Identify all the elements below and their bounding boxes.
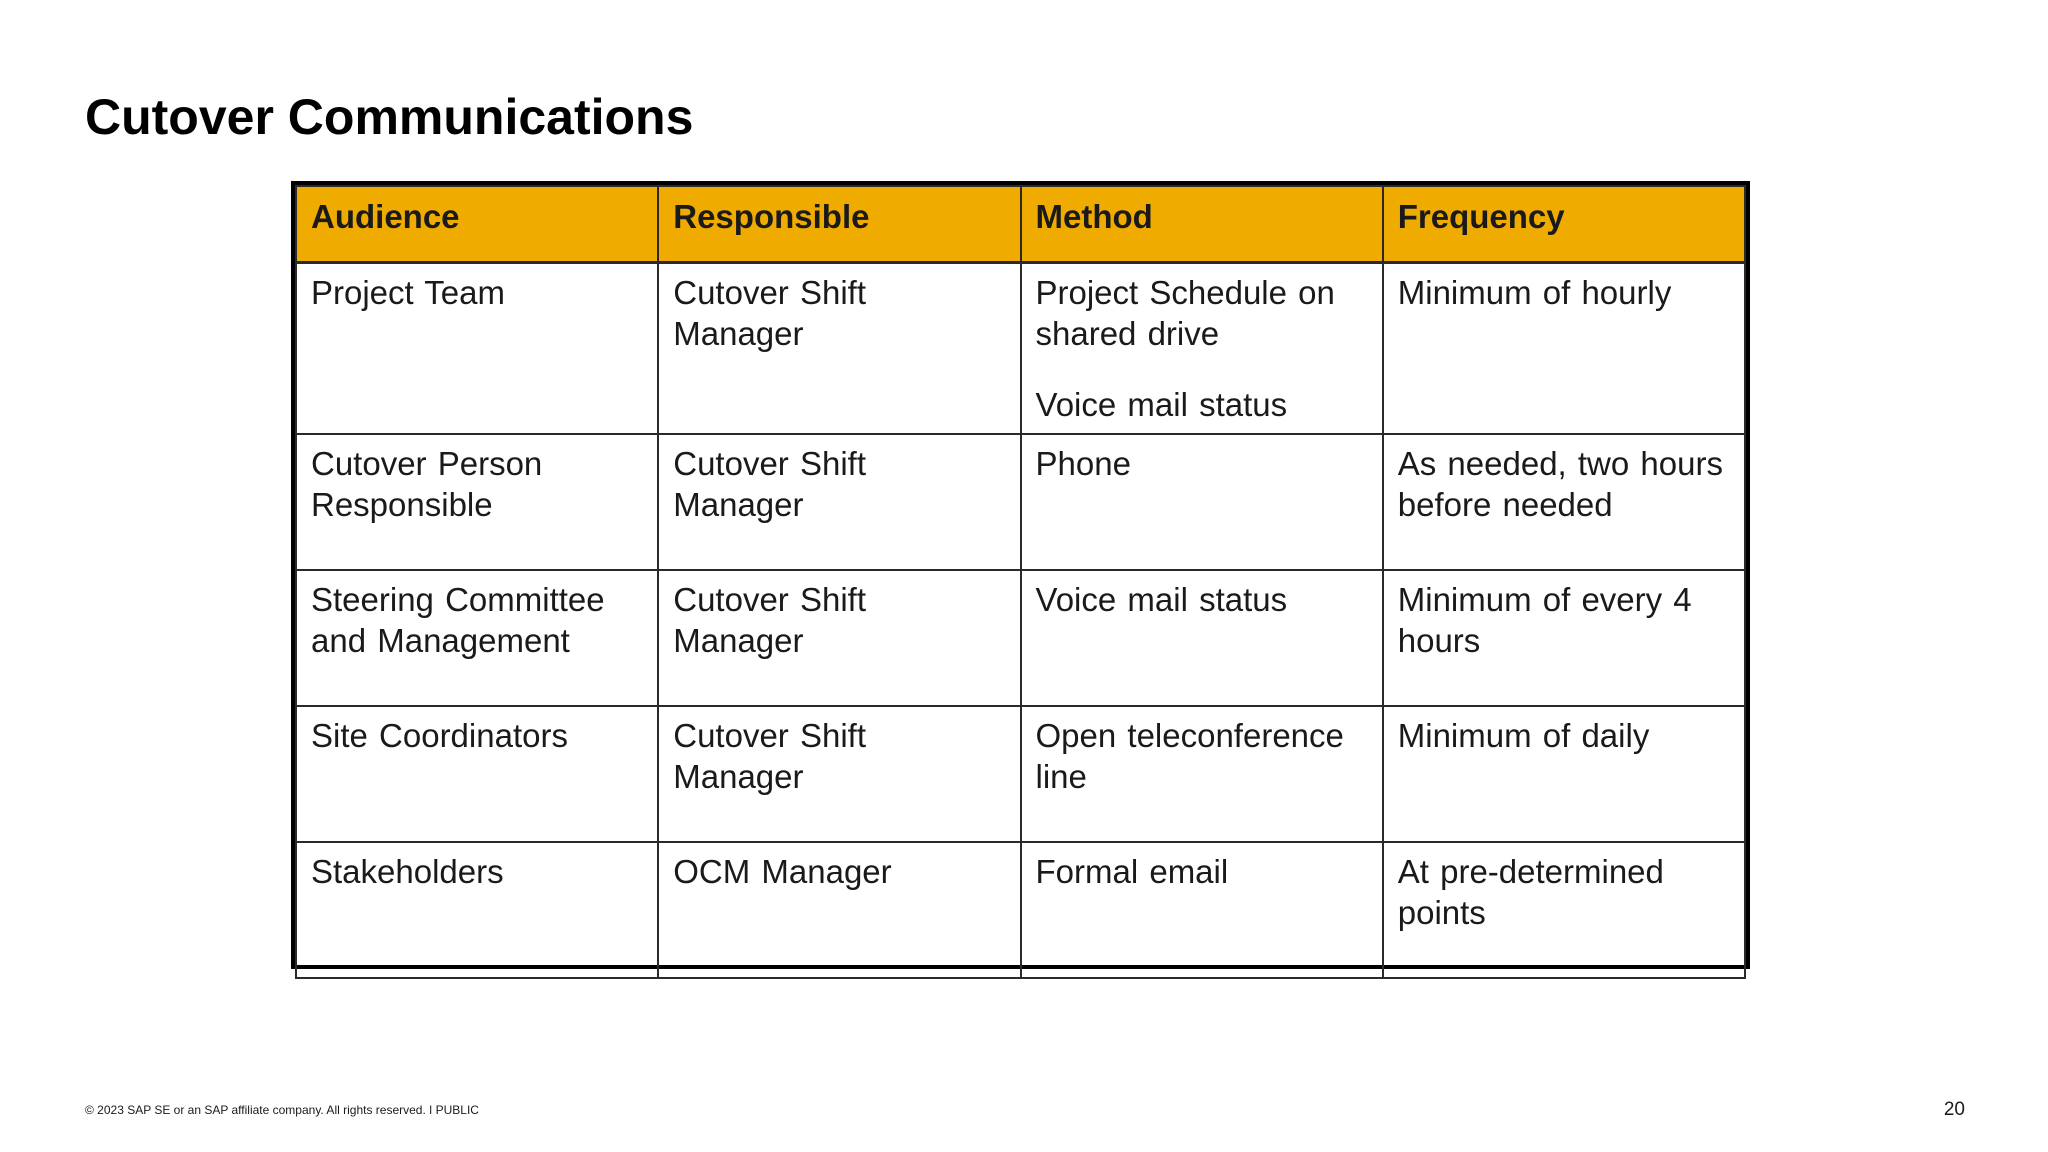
cell-responsible: Cutover Shift Manager (658, 570, 1020, 706)
method-line: Project Schedule on shared drive (1035, 274, 1335, 352)
page-number: 20 (1943, 1099, 1965, 1120)
cell-responsible: Cutover Shift Manager (658, 706, 1020, 842)
column-header-frequency: Frequency (1383, 186, 1745, 263)
method-line: Formal email (1035, 853, 1229, 890)
column-header-method: Method (1021, 186, 1383, 263)
cell-method (1021, 842, 1383, 978)
table-row (296, 263, 1745, 435)
cell-frequency: Minimum of every 4 hours (1383, 570, 1745, 706)
cell-frequency: Minimum of hourly (1383, 263, 1745, 435)
column-header-audience: Audience (296, 186, 658, 263)
table-row (296, 570, 1745, 706)
communications-table (291, 181, 1750, 969)
table-row (296, 434, 1745, 570)
cell-audience: Cutover Person Responsible (296, 434, 658, 570)
cell-responsible: Cutover Shift Manager (658, 263, 1020, 435)
table-row (296, 706, 1745, 842)
cell-frequency: As needed, two hours before needed (1383, 434, 1745, 570)
cell-frequency: At pre-determined points (1383, 842, 1745, 978)
page-title: Cutover Communications (85, 89, 694, 145)
communications-table-grid (295, 185, 1746, 979)
cell-audience: Steering Committee and Management (296, 570, 658, 706)
method-line: Open teleconference line (1035, 717, 1344, 795)
cell-method (1021, 263, 1383, 435)
method-line: Phone (1035, 445, 1131, 482)
cell-method (1021, 706, 1383, 842)
cell-responsible: OCM Manager (658, 842, 1020, 978)
cell-audience: Site Coordinators (296, 706, 658, 842)
cell-method (1021, 434, 1383, 570)
footer-copyright: © 2023 SAP SE or an SAP affiliate company. All rights reserved. ǀ PUBLIC (85, 1103, 479, 1117)
cell-responsible: Cutover Shift Manager (658, 434, 1020, 570)
method-line: Voice mail status (1035, 581, 1288, 618)
table-row (296, 842, 1745, 978)
cell-audience: Stakeholders (296, 842, 658, 978)
column-header-responsible: Responsible (658, 186, 1020, 263)
method-line: Voice mail status (1035, 386, 1288, 423)
cell-method (1021, 570, 1383, 706)
cell-frequency: Minimum of daily (1383, 706, 1745, 842)
cell-audience: Project Team (296, 263, 658, 435)
table-header-row (296, 186, 1745, 263)
